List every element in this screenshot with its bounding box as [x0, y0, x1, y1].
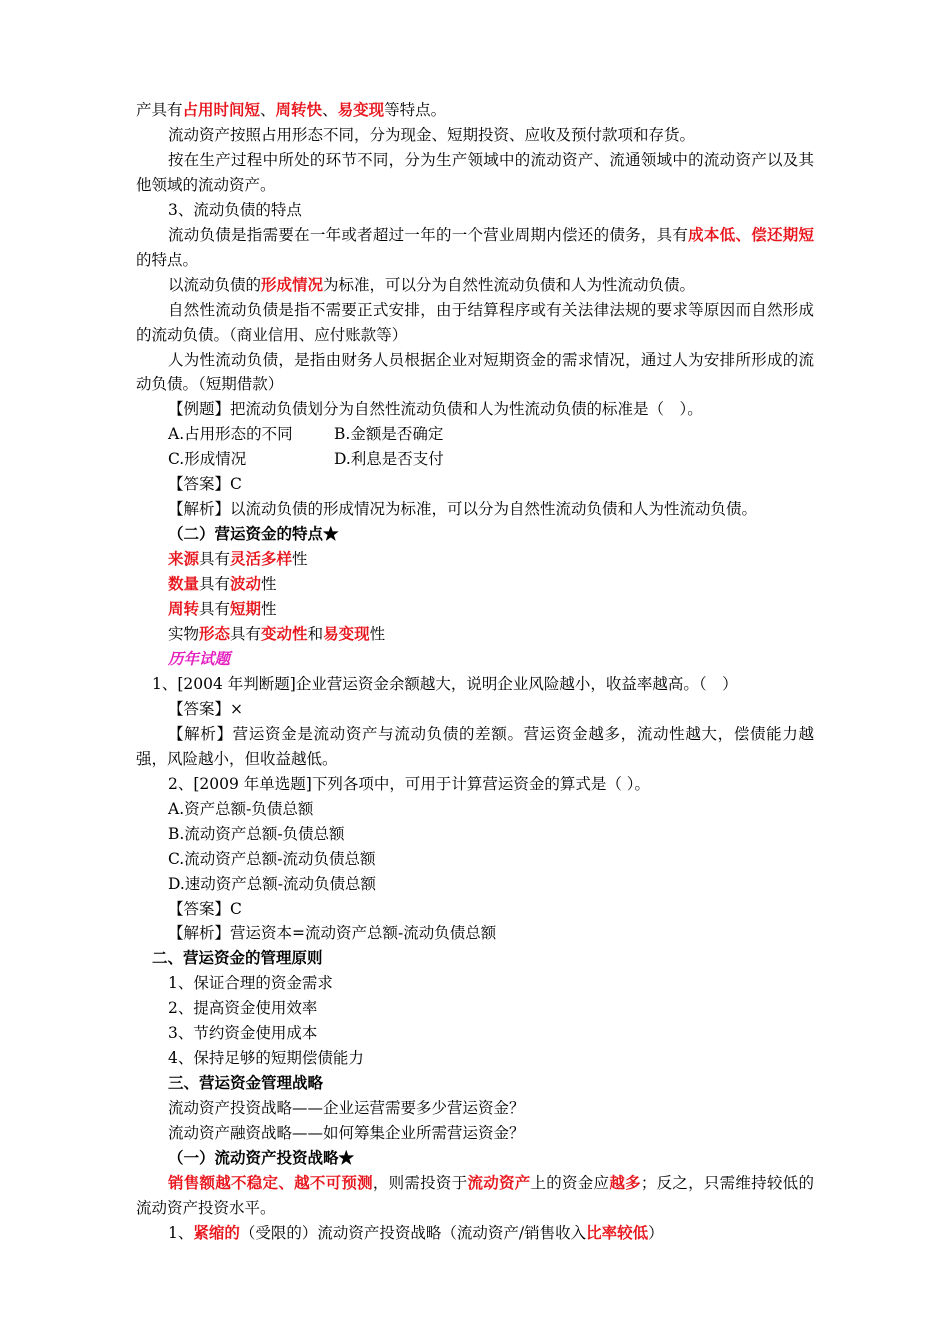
answer: 【答案】× [168, 699, 243, 718]
highlight: 占用时间短 [182, 100, 261, 119]
feature-source [136, 547, 814, 572]
question-2: 2、[2009 年单选题]下列各项中，可用于计算营运资金的算式是（ ）。 [168, 774, 651, 793]
highlight: 流动资产 [467, 1172, 531, 1192]
text: 和 [307, 625, 324, 644]
option-c: C.流动资产总额-流动负债总额 [168, 849, 376, 868]
highlight: 易变现 [337, 100, 385, 119]
principle-item: 1、保证合理的资金需求 [168, 974, 333, 993]
text: 具有 [230, 625, 262, 644]
option-a: A.占用形态的不同 [168, 425, 293, 444]
text: 1、 [168, 1223, 194, 1242]
text: 产具有 [136, 101, 183, 119]
paragraph-sales-volatility [136, 1171, 814, 1221]
past-exam-heading: 历年试题 [168, 648, 231, 668]
highlight: 销售额越不稳定、越不可预测 [168, 1172, 373, 1192]
text: 、 [260, 101, 276, 119]
principle-item: 3、节约资金使用成本 [168, 1024, 318, 1043]
highlight: 越多 [609, 1172, 641, 1192]
highlight: 来源 [168, 549, 200, 569]
answer: 【答案】C [168, 899, 242, 918]
option-d: D.利息是否支付 [334, 450, 444, 469]
highlight: 易变现 [323, 624, 370, 644]
text: 性 [369, 625, 386, 644]
option-a: A.资产总额-负债总额 [168, 799, 314, 818]
paragraph-asset-features [136, 98, 814, 123]
section-heading-investment-strategy: （一）流动资产投资战略★ [168, 1148, 355, 1168]
document-page [136, 98, 814, 1246]
text: 实物 [168, 625, 200, 644]
question-1: 1、[2004 年判断题]企业营运资金余额越大，说明企业风险越小，收益率越高。（ ） [152, 674, 738, 693]
strategy-tight [136, 1221, 814, 1246]
highlight: 短期 [230, 599, 262, 619]
paragraph-liability-classification [136, 273, 814, 298]
option-b: B.流动资产总额-负债总额 [168, 824, 345, 843]
text: ，则需投资于 [372, 1173, 468, 1192]
text: （受限的）流动资产投资战略（流动资产/销售收入 [239, 1223, 587, 1242]
principle-item: 2、提高资金使用效率 [168, 999, 318, 1018]
example-question: 【例题】把流动负债划分为自然性流动负债和人为性流动负债的标准是（ ）。 [168, 400, 703, 419]
feature-turnover [136, 597, 814, 622]
options-row-1 [136, 422, 814, 447]
feature-quantity [136, 572, 814, 597]
text: 为标准，可以分为自然性流动负债和人为性流动负债。 [323, 275, 696, 294]
text: 性 [292, 550, 308, 569]
text: 具有 [199, 600, 231, 619]
paragraph-liability-definition [136, 223, 814, 273]
paragraph-natural-liability: 自然性流动负债是指不需要正式安排，由于结算程序或有关法律法规的要求等原因而自然形成的流动负债。（商业信用、应付账款等） [136, 300, 814, 344]
paragraph-production-stage: 按在生产过程中所处的环节不同，分为生产领域中的流动资产、流通领域中的流动资产以及其他领域的流动资产。 [136, 150, 814, 194]
options-row-2 [136, 447, 814, 472]
paragraph-artificial-liability: 人为性流动负债，是指由财务人员根据企业对短期资金的需求情况，通过人为安排所形成的流动负债。（短期借款） [136, 350, 814, 394]
text: 等特点。 [384, 101, 447, 119]
text: 、 [322, 101, 338, 119]
highlight: 变动性 [261, 624, 308, 644]
section-heading-working-capital-features: （二）营运资金的特点★ [168, 524, 339, 544]
highlight: 周转 [168, 599, 200, 619]
highlight: 形态 [199, 624, 231, 644]
feature-form [136, 622, 814, 647]
highlight: 成本低、偿还期短 [688, 224, 814, 244]
option-b: B.金额是否确定 [334, 425, 444, 444]
highlight: 周转快 [275, 100, 323, 119]
strategy-line: 流动资产融资战略——如何筹集企业所需营运资金？ [168, 1124, 525, 1143]
strategy-line: 流动资产投资战略——企业运营需要多少营运资金？ [168, 1099, 525, 1118]
section-heading-management-principles: 二、营运资金的管理原则 [152, 948, 323, 968]
principle-item: 4、保持足够的短期偿债能力 [168, 1049, 364, 1068]
highlight: 波动 [230, 574, 262, 594]
highlight: 灵活多样 [230, 549, 293, 569]
text: ；反之，只需维持较低的流动资产投资水平。 [136, 1173, 814, 1217]
highlight: 比率较低 [586, 1222, 649, 1242]
explanation: 【解析】以流动负债的形成情况为标准，可以分为自然性流动负债和人为性流动负债。 [168, 500, 758, 519]
text: 性 [261, 600, 277, 619]
explanation: 【解析】营运资金是流动资产与流动负债的差额。营运资金越多，流动性越大，偿债能力越强，风险越小，但收益越低。 [136, 724, 814, 768]
answer: 【答案】C [168, 475, 242, 494]
text: 性 [261, 575, 277, 594]
paragraph-occupation-form: 流动资产按照占用形态不同，分为现金、短期投资、应收及预付款项和存货。 [168, 125, 696, 144]
text: 上的资金应 [530, 1173, 610, 1192]
option-c: C.形成情况 [168, 450, 247, 469]
text: 以流动负债的 [168, 275, 262, 294]
highlight: 紧缩的 [193, 1222, 240, 1242]
text: 流动负债是指需要在一年或者超过一年的一个营业周期内偿还的债务，具有 [168, 225, 689, 244]
section-heading-liability-features: 3、流动负债的特点 [168, 200, 302, 219]
option-d: D.速动资产总额-流动负债总额 [168, 874, 377, 893]
text: ） [648, 1223, 664, 1242]
text: 的特点。 [136, 250, 199, 269]
explanation: 【解析】营运资本=流动资产总额-流动负债总额 [168, 924, 497, 943]
highlight: 形成情况 [261, 274, 324, 294]
text: 具有 [199, 550, 231, 569]
text: 具有 [199, 575, 231, 594]
section-heading-management-strategy: 三、营运资金管理战略 [168, 1073, 324, 1093]
highlight: 数量 [168, 574, 200, 594]
